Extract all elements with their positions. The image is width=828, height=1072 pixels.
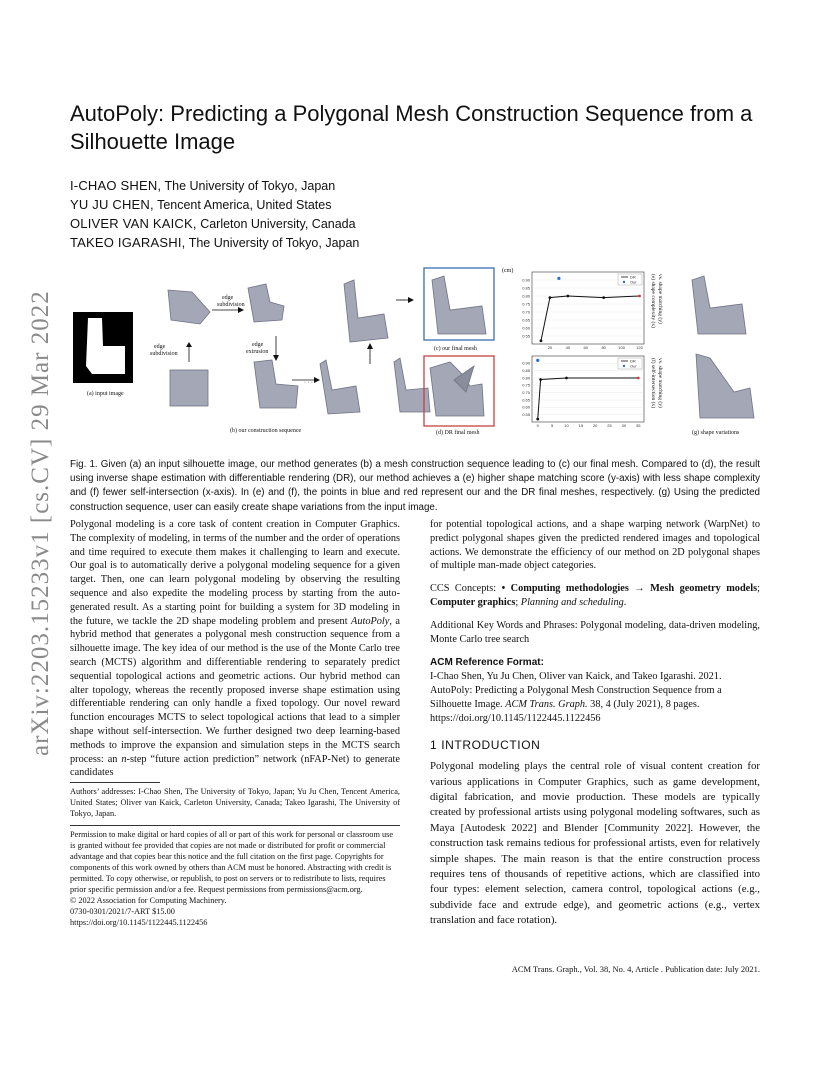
author-affiliation: The University of Tokyo, Japan: [188, 236, 360, 250]
plot-e: [522, 272, 644, 350]
y-tick-label: 0.65: [522, 397, 530, 403]
arrow-head: [314, 377, 320, 383]
author-affiliation: The University of Tokyo, Japan: [164, 179, 336, 193]
x-tick-label: 20: [592, 423, 598, 428]
legend-label-our: Our: [630, 363, 637, 369]
author-line: [70, 216, 356, 231]
ccs-label: CCS Concepts:: [430, 583, 502, 595]
sequence-shape-2: [248, 284, 284, 322]
sequence-shape-5: [344, 280, 388, 342]
dr-point: [540, 339, 543, 342]
x-tick-label: 120: [636, 345, 643, 350]
permission-text: Permission to make digital or hard copies of all or part of this work for personal or classroom use is granted without fee provided that copies are not made or distributed for profit or commercial advantage and that copies bear this notice and the full citation on the first page. Copyrights for components of this work owned by others than ACM must be honored. Abstracting with credit is permitted. To copy otherwise, or republish, to post on servers or to redistribute to lists, requires prior specific permission and/or a fee. Request permissions from permissions@acm.org.: [70, 830, 394, 894]
author-affiliation: Carleton University, Canada: [200, 217, 356, 231]
plot-e-y-ticks: [522, 277, 531, 338]
y-tick-label: 0.75: [522, 382, 530, 388]
abstract-text: , a hybrid method that generates a polygonal mesh construction sequence from a silhouette image. The key idea of our method is the use of the Monte Carlo tree search (MCTS) algorithm and differentiable rendering to separately predict sequential topological actions and geometric actions. Our hybrid method can alter topology, whereas the recently proposed inverse shape estimation using differentiable rendering can only handle a fixed topology. Our novel reward function encourages MCTS to select topological actions that lead to a simpler shape without self-intersection. We further designed two deep learning-based methods to improve the expansion and simulation steps in the MCTS search process: an: [70, 615, 401, 765]
action-label: subdivision: [217, 302, 245, 308]
our-point: [536, 359, 539, 362]
action-label: subdivision: [150, 351, 178, 357]
arxiv-identifier: arXiv:2203.15233v1 [cs.CV] 29 Mar 2022: [27, 290, 54, 756]
legend-label-dr: DR: [630, 274, 636, 280]
y-tick-label: 0.55: [522, 411, 530, 417]
y-tick-label: 0.65: [522, 317, 530, 323]
y-tick-label: 0.75: [522, 301, 530, 307]
acm-reference-heading: ACM Reference Format:: [430, 657, 544, 669]
reference-journal: ACM Trans. Graph.: [505, 698, 588, 710]
y-tick-label: 0.55: [522, 333, 530, 339]
arrow-head: [367, 343, 373, 349]
author-name: I-CHAO SHEN,: [70, 178, 162, 193]
our-point: [557, 277, 560, 280]
figure-caption: Fig. 1. Given (a) an input silhouette image, our method generates (b) a mesh construction sequence leading to (c) our final mesh. Compared to (d), the result using inverse shape estimation with differentiable rendering (DR), our method achieves a (e) higher shape matching score (y-axis) with less shape complexity and (f) fewer self-intersection (x-axis). In (e) and (f), the points in blue and red represent our and the DR final meshes, respectively. (g) Using the predicted construction sequence, user can easily create shape variations from the input image.: [70, 459, 760, 513]
x-tick-label: 30: [621, 423, 627, 428]
y-tick-label: 0.85: [522, 367, 530, 373]
x-tick-label: 35: [636, 423, 641, 428]
shape-variation-2: [696, 354, 754, 418]
ccs-concepts: [430, 582, 760, 610]
shape-variation-1: [692, 276, 746, 334]
right-column: [430, 518, 760, 929]
footnote-rule: [70, 782, 160, 783]
abstract-continuation: for potential topological actions, and a shape warping network (WarpNet) to predict polygonal shapes given the predicted rendered images and topological actions. We demonstrate the efficiency of our method on 2D polygonal shapes of multiple man-made object categories.: [430, 519, 760, 572]
abstract-text: -step “future action prediction” network (nFAP-Net) to generate candidates: [70, 753, 400, 779]
dr-point: [566, 295, 569, 298]
x-tick-label: 25: [607, 423, 612, 428]
legend-swatch-our: [623, 365, 625, 367]
x-tick-label: 0: [536, 423, 539, 428]
ccs-item: Computer graphics: [430, 596, 516, 608]
x-tick-label: 100: [618, 345, 625, 350]
figure-label-d: (d) DR final mesh: [436, 430, 480, 436]
dr-point: [602, 296, 605, 299]
dr-point: [549, 296, 552, 299]
sequence-shape-0: [170, 370, 208, 406]
x-tick-label: 40: [565, 345, 571, 350]
dr-point: [539, 378, 542, 381]
dr-point: [637, 377, 640, 380]
our-final-mesh: [432, 276, 486, 334]
action-label: extrusion: [246, 349, 269, 355]
x-tick-label: 80: [601, 345, 606, 350]
sequence-shape-1: [168, 290, 210, 324]
issn-line: 0730-0301/2021/7-ART $15.00: [70, 907, 175, 916]
action-label: edge: [222, 295, 234, 301]
dr-point: [638, 295, 641, 298]
x-tick-label: 10: [564, 423, 569, 428]
x-tick-label: 60: [583, 345, 588, 350]
author-line: [70, 178, 335, 193]
x-tick-label: 20: [547, 345, 553, 350]
ccs-item: • Computing methodologies → Mesh geometry models: [501, 583, 758, 595]
author-addresses-footnote: Authors’ addresses: I-Chao Shen, The University of Tokyo, Japan; Yu Ju Chen, Tencent America, United States; Oliver van Kaick, Carleton University, Canada; Takeo Igarashi, The University of Tokyo, Japan.: [70, 787, 400, 818]
plot-f-axis-label: vs. shape matching (y): [657, 358, 663, 408]
permission-block: [70, 829, 400, 928]
dr-point: [536, 418, 539, 421]
action-label: edge: [252, 342, 264, 348]
copyright-line: © 2022 Association for Computing Machinery.: [70, 896, 227, 905]
author-name: YU JU CHEN,: [70, 197, 154, 212]
author-name: TAKEO IGARASHI,: [70, 235, 186, 250]
doi-line: https://doi.org/10.1145/1122445.1122456: [70, 918, 208, 927]
ccs-item: Planning and scheduling: [520, 596, 624, 608]
section-heading-introduction: 1 INTRODUCTION: [430, 738, 541, 753]
y-tick-label: 0.60: [522, 325, 530, 331]
y-tick-label: 0.80: [522, 375, 530, 381]
author-name: OLIVER VAN KAICK,: [70, 216, 197, 231]
figure-label-b: (b) our construction sequence: [230, 428, 302, 434]
y-tick-label: 0.70: [522, 389, 530, 395]
plot-e-axis-label: (e) shape complexity (x): [650, 274, 656, 328]
running-footer: ACM Trans. Graph., Vol. 38, No. 4, Article . Publication date: July 2021.: [511, 964, 760, 974]
x-tick-label: 5: [550, 423, 554, 428]
figure-label-g: (g) shape variations: [692, 430, 740, 436]
method-name: AutoPoly: [351, 615, 390, 627]
figure-label-a: (a) input image: [87, 391, 124, 397]
y-tick-label: 0.85: [522, 285, 530, 291]
abstract-paragraph: [70, 518, 400, 780]
keywords: Additional Key Words and Phrases: Polygonal modeling, data-driven modeling, Monte Carlo tree search: [430, 619, 760, 645]
ellipsis: · · ·: [396, 298, 405, 304]
y-tick-label: 0.90: [522, 277, 530, 283]
author-line: [70, 197, 331, 212]
reference-text: 38, 4 (July 2021), 8 pages. https://doi.org/10.1145/1122445.1122456: [430, 698, 700, 724]
acm-reference: [430, 670, 760, 725]
permission-rule: [70, 825, 400, 826]
abstract-text: Polygonal modeling is a core task of content creation in Computer Graphics. The complexity of modeling, in terms of the number and the order of operations and time required to execute them makes it challenging to learn and execute. Our goal is to automatically derive a polygonal modeling sequence for a given target. Then, one can learn polygonal modeling by observing the resulting sequence and also expedite the modeling process by starting from the auto-generated result. As a starting point for building a system for 3D modeling in the future, we tackle the 2D shape modeling problem and present: [70, 519, 400, 627]
legend-swatch-our: [623, 281, 625, 283]
arrow-head: [186, 342, 192, 347]
dr-final-mesh: [430, 362, 484, 416]
abstract: [70, 518, 400, 780]
figure-label-c: (c) our final mesh: [434, 346, 477, 352]
reference-text: I-Chao Shen, Yu Ju Chen, Oliver van Kaick, and Takeo Igarashi. 2021. AutoPoly: Predicting a Polygonal Mesh Construction Sequence from a Silhouette Image.: [430, 671, 722, 710]
arxiv-side-stamp: [18, 280, 58, 760]
y-tick-label: 0.90: [522, 360, 530, 366]
y-tick-label: 0.60: [522, 404, 530, 410]
x-tick-label: 15: [578, 423, 584, 428]
arrow-head: [273, 355, 279, 361]
ellipsis: · · ·: [304, 380, 313, 386]
y-tick-label: 0.80: [522, 293, 530, 299]
plot-unit-label: (cm): [502, 268, 514, 274]
abstract-variable: n: [121, 753, 127, 765]
paper-title: AutoPoly: Predicting a Polygonal Mesh Construction Sequence from a Silhouette Image: [70, 101, 753, 154]
plot-f-x-ticks: [537, 423, 642, 428]
plot-f-axis-label: (f) self-intersection (x): [650, 358, 656, 409]
author-affiliation: Tencent America, United States: [157, 198, 332, 212]
author-line: [70, 235, 359, 250]
action-label: edge: [154, 344, 166, 350]
arrow-head: [408, 297, 414, 303]
plot-e-x-ticks: [548, 345, 644, 350]
y-tick-label: 0.70: [522, 309, 530, 315]
teaser-figure: [70, 262, 760, 442]
sequence-shape-3: [254, 360, 298, 408]
legend-label-our: Our: [630, 279, 637, 285]
sequence-shape-4: [320, 360, 360, 414]
ccs-separator: ;: [515, 596, 521, 608]
plot-e-axis-label: vs. shape matching (y): [657, 274, 663, 324]
plot-f-y-ticks: [522, 361, 531, 417]
legend-label-dr: DR: [630, 358, 636, 364]
ccs-separator: .: [623, 596, 627, 608]
dr-point: [565, 377, 568, 380]
ccs-separator: ;: [757, 583, 760, 595]
introduction-paragraph: Polygonal modeling plays the central role of visual content creation for various applications in Computer Graphics, such as game development, digital fabrication, and movie production. These models are typically created by professional artists using polygonal modeling softwares, such as Maya [Autodesk 2022] and Blender [Community 2022]. However, the construction task remains tedious for professional artists, even for relatively simple shapes. The main reason is that the entire construction process requires tens of thousands of repetitive actions, which are classified into four types: element selection, camera control, topological actions (e.g., subdivide face and extrude edge), and geometric actions (e.g., vertex translation and face rotation).: [430, 760, 760, 927]
ellipsis: · · ·: [368, 355, 374, 364]
plot-f: [522, 356, 644, 428]
